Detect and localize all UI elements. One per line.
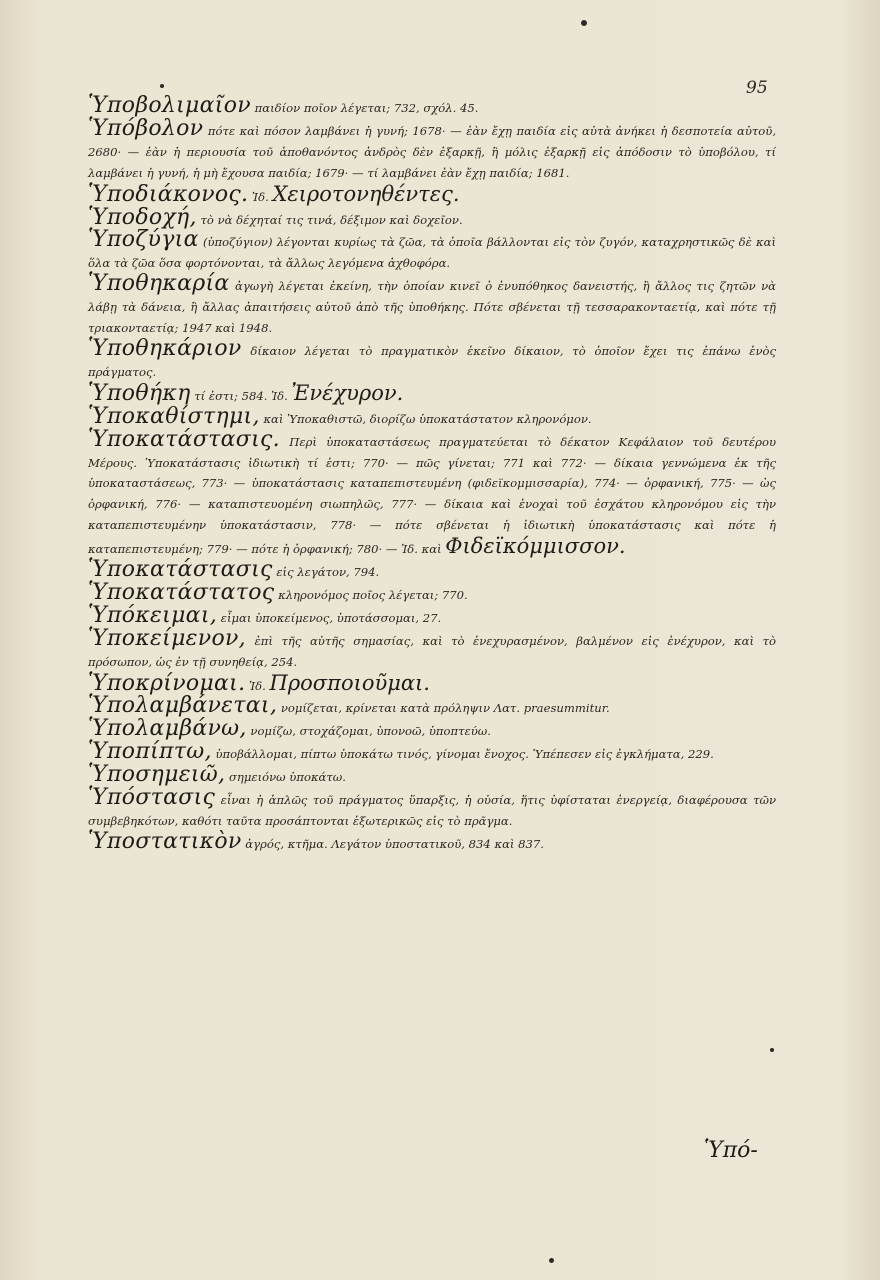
- entry-text: τὸ νὰ δέχηταί τις τινά, δέξιμον καὶ δοχεῖον.: [200, 212, 463, 227]
- headword: Ὑποκατάστασις.: [88, 426, 280, 452]
- cross-reference: Χειροτονηθέντες.: [272, 181, 460, 206]
- headword: Ὑποδιάκονος.: [88, 181, 249, 207]
- entry-text: τί ἐστι; 584. Ἰδ.: [194, 388, 288, 403]
- entry-text: ἐπὶ τῆς αὐτῆς σημασίας, καὶ τὸ ἐνεχυρασμένον, βαλμένον εἰς ἐνέχυρον, καὶ τὸ πρόσωπον, ὡς ἐν τῇ συνηθείᾳ, 254.: [88, 633, 776, 669]
- catchword: Ὑπό-: [704, 1138, 758, 1163]
- headword: Ὑποδοχή,: [88, 204, 197, 230]
- entry-text: Περὶ ὑποκαταστάσεως πραγματεύεται τὸ δέκατον Κεφάλαιον τοῦ δευτέρου Μέρους. Ὑποκατάστασις ἰδιωτικὴ τί ἐστι; 770· — πῶς γίνεται; 771 καὶ 772· — δίκαια γεννώμενα ἐκ τῆς ὑποκαταστάσεως, 773· — ὑποκατάστασις καταπεπιστευμένη (φιδεϊκομμισσαρία), 774· — ὀρφανική, 775· — ὡς ὀρφανική, 776· — καταπιστευομένη σιωπηλῶς, 777· — δίκαια καὶ ἐνοχαὶ τοῦ ἐσχάτου κληρονόμου εἰς τὴν καταπεπιστευμένην ὑποκατάστασιν, 778· — πότε σβένεται ἡ ἰδιωτικὴ ὑποκατάστασις καὶ πότε ἡ καταπεπιστευμένη; 779· — πότε ἡ ὀρφανική; 780· — Ἰδ. καὶ: [88, 434, 776, 557]
- headword: Ὑπόβολον: [88, 115, 204, 141]
- index-entry: [88, 335, 777, 383]
- headword: Ὑποκατάστατος: [88, 579, 275, 605]
- index-entry: [88, 271, 777, 339]
- entry-text: ἀγωγὴ λέγεται ἐκείνη, τὴν ὁποίαν κινεῖ ὁ ἐνυπόθηκος δανειστής, ἢ ἄλλος τις ζητῶν νὰ λάβῃ τὰ δάνεια, ἢ ἄλλας ἀπαιτήσεις αὐτοῦ ἀπὸ τῆς ὑποθήκης. Πότε σβένεται τῇ τεσσαρακονταετίᾳ, καὶ πότε τῇ τριακονταετίᾳ; 1947 καὶ 1948.: [88, 279, 777, 336]
- cross-reference: Φιδεϊκόμμισσον.: [445, 534, 626, 559]
- index-entry: [88, 828, 776, 855]
- entry-text: καὶ Ὑποκαθιστῶ, διορίζω ὑποκατάστατον κληρονόμον.: [263, 411, 592, 426]
- ink-spot: [549, 1258, 554, 1263]
- index-entry: [88, 227, 776, 274]
- entry-text: νομίζω, στοχάζομαι, ὑπονοῶ, ὑποπτεύω.: [250, 724, 491, 739]
- headword: Ὑπόστασις: [88, 785, 216, 811]
- headword: Ὑποζύγια: [88, 227, 199, 253]
- index-entry: [88, 115, 777, 184]
- page-number: 95: [746, 78, 768, 98]
- headword: Ὑπόκειμαι,: [88, 602, 218, 628]
- index-entry: [88, 625, 776, 673]
- ink-spot: [160, 84, 164, 88]
- headword: Ὑποθηκάριον: [88, 335, 242, 361]
- entry-text: δίκαιον λέγεται τὸ πραγματικὸν ἐκεῖνο δίκαιον, τὸ ὁποῖον ἔχει τις ἐπάνω ἑνὸς πράγματος.: [88, 343, 777, 379]
- headword: Ὑποκατάστασις: [88, 557, 273, 583]
- headword: Ὑποθηκαρία: [88, 271, 230, 297]
- entry-text: παιδίον ποῖον λέγεται; 732, σχόλ. 45.: [254, 101, 479, 115]
- headword: Ὑποθήκη: [88, 380, 191, 406]
- index-entry: [88, 426, 776, 560]
- entry-text: σημειόνω ὑποκάτω.: [228, 770, 346, 785]
- entry-text: Ἰδ.: [252, 189, 269, 204]
- ink-spot: [581, 20, 587, 26]
- entry-text: ὑποβάλλομαι, πίπτω ὑποκάτω τινός, γίνομαι ἔνοχος. Ὑπέπεσεν εἰς ἐγκλήματα, 229.: [215, 747, 714, 762]
- headword: Ὑποστατικὸν: [88, 828, 242, 854]
- entry-text: Ἰδ.: [249, 678, 266, 693]
- cross-reference: Προσποιοῦμαι.: [269, 670, 430, 695]
- headword: Ὑποκείμενον,: [88, 625, 246, 651]
- index-entry: [88, 785, 777, 832]
- entry-text: κληρονόμος ποῖος λέγεται; 770.: [278, 587, 468, 602]
- entry-text: εἶμαι ὑποκείμενος, ὑποτάσσομαι, 27.: [220, 610, 442, 625]
- headword: Ὑπολαμβάνω,: [88, 716, 247, 742]
- headword: Ὑποσημειῶ,: [88, 762, 226, 788]
- headword: Ὑποβολιμαῖον: [88, 93, 251, 118]
- headword: Ὑποκαθίστημι,: [88, 403, 260, 429]
- entry-text: εἶναι ἡ ἁπλῶς τοῦ πράγματος ὕπαρξις, ἡ οὐσία, ἥτις ὑφίσταται ἐνεργείᾳ, διαφέρουσα τῶν συμβεβηκότων, καθότι ταῦτα προσάπτονται ἐξωτερικῶς εἰς τὸ πρᾶγμα.: [88, 793, 777, 828]
- entry-text: εἰς λεγάτον, 794.: [276, 565, 380, 580]
- entry-text: πότε καὶ πόσον λαμβάνει ἡ γυνή; 1678· — ἐὰν ἔχῃ παιδία εἰς αὐτὰ ἀνήκει ἡ δεσποτεία αὐτοῦ, 2680· — ἐὰν ἡ περιουσία τοῦ ἀποθανόντος ἀνδρὸς δὲν ἐξαρκῇ, ἢ μόλις ἐξαρκῇ εἰς ἀπόδοσιν τὸ ὑποβόλου, τί λαμβάνει ἡ γυνή, ἡ μὴ ἔχουσα παιδία; 1679· — τί λαμβάνει ἐὰν ἔχῃ παιδία; 1681.: [88, 123, 777, 180]
- entry-text: ἀγρός, κτῆμα. Λεγάτον ὑποστατικοῦ, 834 καὶ 837.: [245, 836, 544, 851]
- index-entries: [88, 93, 777, 855]
- headword: Ὑποπίπτω,: [88, 739, 212, 765]
- headword: Ὑπολαμβάνεται,: [88, 693, 278, 719]
- ink-spot: [770, 1048, 774, 1052]
- entry-text: νομίζεται, κρίνεται κατὰ πρόληψιν Λατ. praesummitur.: [280, 701, 610, 716]
- headword: Ὑποκρίνομαι.: [88, 670, 246, 696]
- cross-reference: Ἐνέχυρον.: [291, 380, 404, 405]
- entry-text: (ὑποζύγιον) λέγονται κυρίως τὰ ζῶα, τὰ ὁποῖα βάλλονται εἰς τὸν ζυγόν, καταχρηστικῶς δὲ καὶ ὅλα τὰ ζῶα ὅσα φορτόνονται, τὰ ἄλλως λεγόμενα ἀχθοφόρα.: [88, 235, 776, 271]
